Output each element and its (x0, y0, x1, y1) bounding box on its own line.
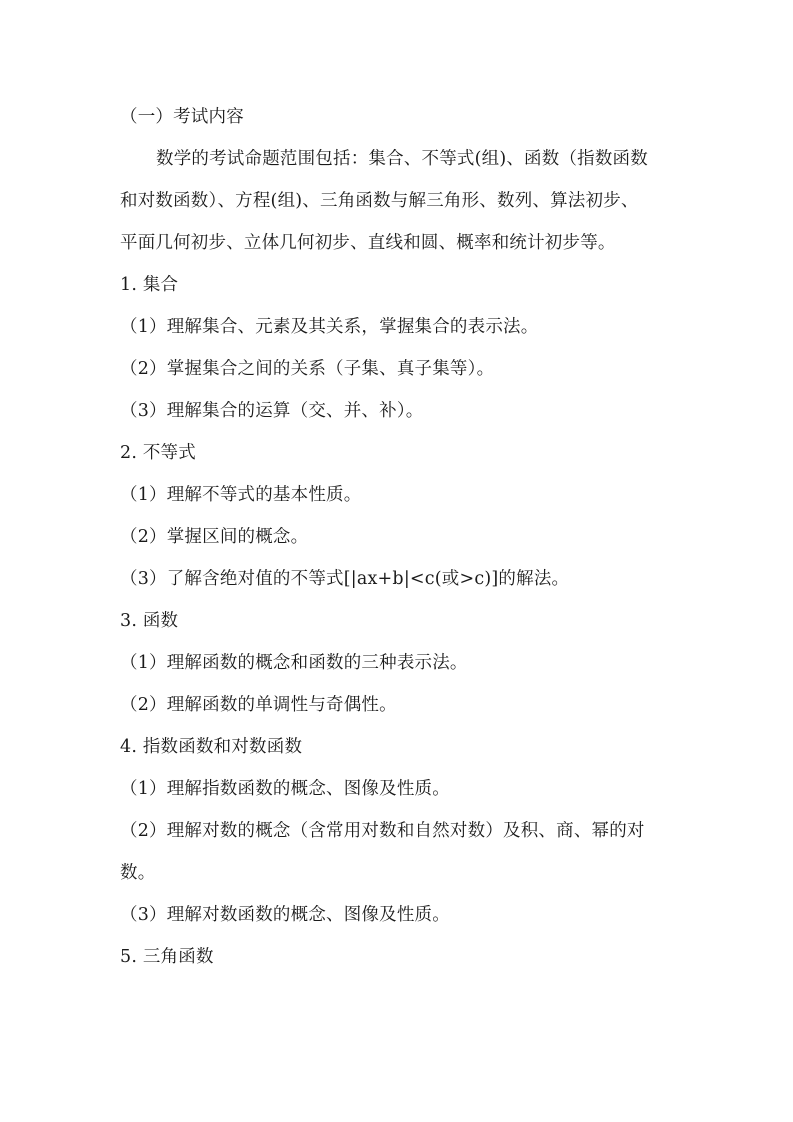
list-item: （1）理解函数的概念和函数的三种表示法。 (120, 653, 468, 673)
list-item: （1）理解不等式的基本性质。 (120, 485, 362, 505)
topic-heading-sets: 1. 集合 (120, 275, 179, 295)
topic-heading-inequalities: 2. 不等式 (120, 443, 196, 463)
intro-line-3: 平面几何初步、立体几何初步、直线和圆、概率和统计初步等。 (120, 233, 616, 253)
section-title: （一）考试内容 (120, 107, 244, 127)
list-item: （2）理解对数的概念（含常用对数和自然对数）及积、商、幂的对 (120, 821, 645, 841)
list-item: （3）了解含绝对值的不等式[|ax+b|<c(或>c)]的解法。 (120, 569, 570, 589)
list-item: （3）理解对数函数的概念、图像及性质。 (120, 905, 450, 925)
list-item-continuation: 数。 (120, 863, 156, 883)
list-item: （2）理解函数的单调性与奇偶性。 (120, 695, 397, 715)
intro-line-2: 和对数函数）、方程(组)、三角函数与解三角形、数列、算法初步、 (120, 191, 639, 211)
list-item: （1）理解集合、元素及其关系，掌握集合的表示法。 (120, 317, 539, 337)
list-item: （2）掌握集合之间的关系（子集、真子集等）。 (120, 359, 495, 379)
topic-heading-exp-log: 4. 指数函数和对数函数 (120, 737, 303, 757)
list-item: （1）理解指数函数的概念、图像及性质。 (120, 779, 450, 799)
list-item: （2）掌握区间的概念。 (120, 527, 309, 547)
topic-heading-functions: 3. 函数 (120, 611, 179, 631)
list-item: （3）理解集合的运算（交、并、补）。 (120, 401, 424, 421)
intro-line-1: 数学的考试命题范围包括：集合、不等式(组)、函数（指数函数 (156, 149, 648, 169)
topic-heading-trig: 5. 三角函数 (120, 947, 214, 967)
